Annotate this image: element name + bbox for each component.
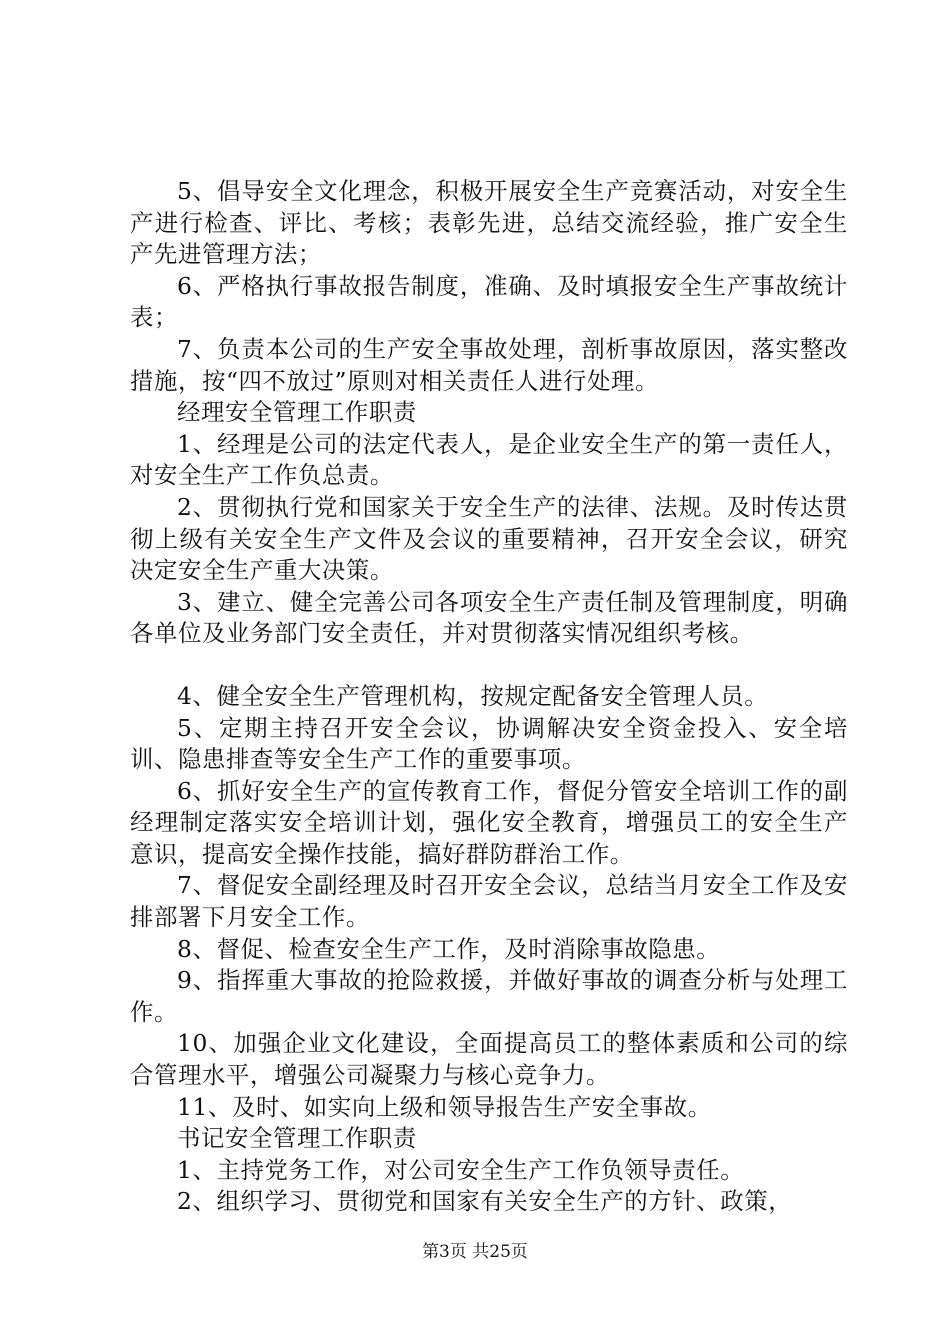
paragraph-item-6-accident-report: 6、严格执行事故报告制度，准确、及时填报安全生产事故统计表； xyxy=(130,271,848,332)
paragraph-manager-item-4: 4、健全安全生产管理机构，按规定配备安全管理人员。 xyxy=(177,681,769,710)
paragraph-manager-item-2: 2、贯彻执行党和国家关于安全生产的法律、法规。及时传达贯彻上级有关安全生产文件及会议的重要精神，召开安全会议，研究决定安全生产重大决策。 xyxy=(130,492,848,585)
page-footer xyxy=(0,1241,950,1263)
paragraph-manager-item-5: 5、定期主持召开安全会议，协调解决安全资金投入、安全培训、隐患排查等安全生产工作的重要事项。 xyxy=(130,713,848,774)
paragraph-manager-item-6: 6、抓好安全生产的宣传教育工作，督促分管安全培训工作的副经理制定落实安全培训计划，强化安全教育，增强员工的安全生产意识，提高安全操作技能，搞好群防群治工作。 xyxy=(130,776,848,868)
document-body xyxy=(130,176,848,1218)
page-number-label: 第3页 共25页 xyxy=(422,1242,528,1262)
paragraph-manager-item-1: 1、经理是公司的法定代表人，是企业安全生产的第一责任人，对安全生产工作负总责。 xyxy=(130,429,848,490)
paragraph-manager-item-11: 11、及时、如实向上级和领导报告生产安全事故。 xyxy=(177,1092,712,1121)
paragraph-manager-item-8: 8、督促、检查安全生产工作，及时消除事故隐患。 xyxy=(177,934,721,963)
paragraph-item-5-culture: 5、倡导安全文化理念，积极开展安全生产竞赛活动，对安全生产进行检查、评比、考核；表彰先进，总结交流经验，推广安全生产先进管理方法； xyxy=(130,177,848,269)
paragraph-manager-item-10: 10、加强企业文化建设，全面提高员工的整体素质和公司的综合管理水平，增强公司凝聚力与核心竞争力。 xyxy=(130,1029,848,1090)
paragraph-secretary-item-2: 2、组织学习、贯彻党和国家有关安全生产的方针、政策， xyxy=(177,1187,793,1216)
paragraph-manager-item-3: 3、建立、健全完善公司各项安全生产责任制及管理制度，明确各单位及业务部门安全责任，并对贯彻落实情况组织考核。 xyxy=(130,587,848,648)
paragraph-manager-item-9: 9、指挥重大事故的抢险救援，并做好事故的调查分析与处理工作。 xyxy=(130,966,848,1026)
paragraph-manager-item-7: 7、督促安全副经理及时召开安全会议，总结当月安全工作及安排部署下月安全工作。 xyxy=(130,871,848,932)
paragraph-secretary-item-1: 1、主持党务工作，对公司安全生产工作负领导责任。 xyxy=(177,1155,745,1184)
section-heading-secretary: 书记安全管理工作职责 xyxy=(177,1124,417,1153)
paragraph-item-7-accident-handling: 7、负责本公司的生产安全事故处理，剖析事故原因，落实整改措施，按“四不放过”原则对相关责任人进行处理。 xyxy=(130,334,848,395)
section-heading-manager: 经理安全管理工作职责 xyxy=(177,398,417,427)
